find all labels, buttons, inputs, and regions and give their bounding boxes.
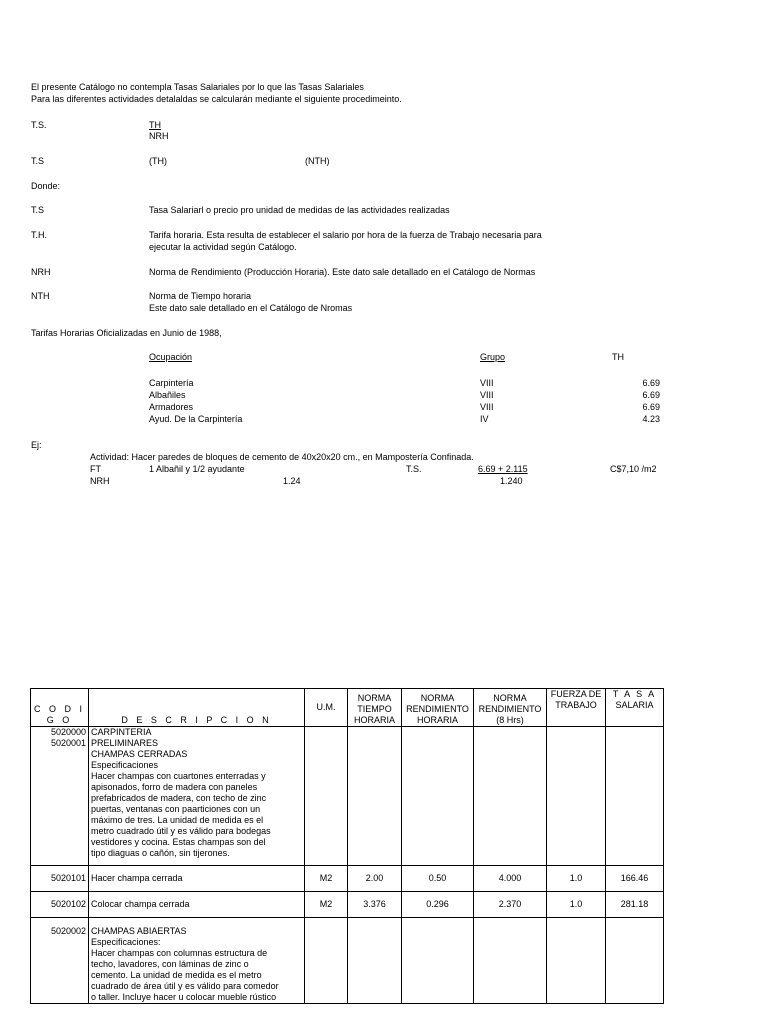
desc-spec-line: máximo de tres. La unidad de medida es el — [91, 815, 264, 825]
header-nr8-line: (8 Hrs) — [496, 715, 524, 725]
cell-nrh: 0.296 — [402, 892, 474, 918]
ejemplo-ft-label: FT — [90, 464, 101, 474]
catalog-table — [30, 688, 664, 1004]
def-text-th-1: Tarifa horaria. Esta resulta de establecer el salario por hora de la fuerza de Trabajo necesaria para — [149, 230, 542, 240]
block2-code: 5020002 — [31, 918, 89, 1004]
block2-description — [89, 918, 305, 1004]
desc-title: PRELIMINARES — [91, 738, 159, 748]
cell-um: M2 — [305, 866, 348, 892]
cell-ft: 1.0 — [547, 866, 606, 892]
code-cell: 5020001 — [50, 738, 86, 748]
desc-spec-line: cemento. La unidad de medida es el metro — [91, 970, 262, 980]
desc-spec-line: vestidores y cocina. Estas champas son del — [91, 837, 266, 847]
cell-um: M2 — [305, 892, 348, 918]
desc-subtitle: Especificaciones — [91, 760, 159, 770]
tarifa-ocupacion: Armadores — [149, 402, 194, 412]
ejemplo-ts-result: C$7,10 /m2 — [610, 464, 657, 474]
def-term-ts: T.S — [31, 205, 45, 215]
table-row-block-1 — [31, 727, 664, 866]
ejemplo-label: Ej: — [31, 440, 42, 450]
desc-title: CHAMPAS ABIAERTAS — [91, 926, 187, 936]
cell-ft: 1.0 — [547, 892, 606, 918]
header-codigo: C O D I G O — [31, 689, 89, 727]
header-fuerza-trabajo — [547, 689, 606, 727]
header-norma-rendimiento-horaria — [402, 689, 474, 727]
def-text-ts: Tasa Salariarl o precio pro unidad de medidas de las actividades realizadas — [149, 205, 450, 215]
ejemplo-ts-label: T.S. — [406, 464, 422, 474]
block1-description — [89, 727, 305, 866]
desc-spec-line: tipo diaguas o cañón, sin tijerones. — [91, 848, 230, 858]
table-row — [31, 866, 664, 892]
cell-codigo: 5020101 — [31, 866, 89, 892]
header-norma-rendimiento-8h — [474, 689, 547, 727]
def-text-nth-2: Este dato sale detallado en el Catálogo de Nromas — [149, 303, 353, 313]
header-tasa-salarial — [606, 689, 664, 727]
header-norma-tiempo-line: NORMA — [357, 693, 392, 703]
formula-1-denominator: NRH — [149, 131, 169, 141]
ejemplo-ft-value: 1 Albañil y 1/2 ayudante — [149, 464, 245, 474]
header-nr8-line: NORMA — [493, 693, 527, 703]
cell-descripcion: Hacer champa cerrada — [89, 866, 305, 892]
desc-title: CHAMPAS CERRADAS — [91, 749, 188, 759]
ejemplo-nrh-value: 1.24 — [283, 476, 301, 486]
tarifa-grupo: IV — [480, 414, 489, 424]
desc-spec-line: techo, lavadores, con láminas de zinc o — [91, 959, 249, 969]
formula-1-numerator: TH — [149, 120, 161, 130]
tarifa-th: 6.69 — [642, 378, 660, 388]
header-nrh-line: NORMA — [420, 693, 455, 703]
table-header-row — [31, 689, 664, 727]
def-term-nrh: NRH — [31, 267, 51, 277]
def-text-nth-1: Norma de Tiempo horaria — [149, 291, 252, 301]
tarifa-th: 6.69 — [642, 390, 660, 400]
header-ft-line: TRABAJO — [555, 700, 597, 710]
ejemplo-ts-numerator: 6.69 + 2.115 — [478, 464, 528, 474]
table-row — [31, 892, 664, 918]
desc-spec-line: Hacer champas con columnas estructura de — [91, 948, 268, 958]
formula-2-nth: (NTH) — [305, 156, 330, 166]
cell-nr8: 4.000 — [474, 866, 547, 892]
cell-nth: 3.376 — [348, 892, 402, 918]
block1-codes — [31, 727, 89, 866]
desc-spec-line: o taller. Incluye hacer u colocar mueble rústico — [91, 992, 277, 1002]
tarifa-th: 4.23 — [642, 414, 660, 424]
header-norma-tiempo-line: HORARIA — [353, 715, 395, 725]
header-ft-line: FUERZA DE — [550, 689, 602, 699]
tarifas-header-th: TH — [612, 352, 624, 362]
cell-ts: 281.18 — [606, 892, 664, 918]
header-ts-line: SALARIA — [615, 700, 654, 710]
tarifa-grupo: VIII — [480, 390, 494, 400]
def-text-th-2: ejecutar la actividad según Catálogo. — [149, 242, 297, 252]
def-text-nrh: Norma de Rendimiento (Producción Horaria). Este dato sale detallado en el Catálogo de Normas — [149, 267, 536, 277]
def-term-nth: NTH — [31, 291, 50, 301]
header-descripcion: D E S C R I P C I O N — [89, 689, 305, 727]
formula-1-label: T.S. — [31, 120, 47, 130]
intro-line-1: El presente Catálogo no contempla Tasas Salariales por lo que las Tasas Salariales — [31, 82, 364, 92]
tarifa-ocupacion: Ayud. De la Carpintería — [149, 414, 243, 424]
tarifas-header-ocupacion: Ocupación — [149, 352, 193, 362]
tarifas-title: Tarifas Horarias Oficializadas en Junio de 1988, — [31, 328, 222, 338]
tarifa-grupo: VIII — [480, 378, 494, 388]
def-term-th: T.H. — [31, 230, 48, 240]
header-nr8-line: RENDIMIENTO — [478, 704, 542, 714]
ejemplo-ts-denominator: 1.240 — [500, 476, 523, 486]
cell-ts: 166.46 — [606, 866, 664, 892]
desc-spec-line: cuadrado de área útil y es válido para comedor — [91, 981, 279, 991]
cell-nth: 2.00 — [348, 866, 402, 892]
ejemplo-actividad: Actividad: Hacer paredes de bloques de cemento de 40x20x20 cm., en Mampostería Confinada. — [90, 452, 474, 462]
cell-nr8: 2.370 — [474, 892, 547, 918]
tarifa-th: 6.69 — [642, 402, 660, 412]
header-um: U.M. — [305, 689, 348, 727]
formula-2-th: (TH) — [149, 156, 167, 166]
header-norma-tiempo — [348, 689, 402, 727]
desc-spec-line: metro cuadrado útil y es válido para bodegas — [91, 826, 271, 836]
header-ts-line: T A S A — [612, 689, 657, 699]
tarifa-ocupacion: Albañiles — [149, 390, 186, 400]
ejemplo-nrh-label: NRH — [90, 476, 110, 486]
tarifas-header-grupo: Grupo — [480, 352, 506, 362]
donde-label: Donde: — [31, 181, 61, 191]
formula-2-label: T.S — [31, 156, 45, 166]
tarifa-grupo: VIII — [480, 402, 494, 412]
cell-nrh: 0.50 — [402, 866, 474, 892]
intro-line-2: Para las diferentes actividades detalaldas se calcularán mediante el siguiente procedimeinto. — [31, 94, 402, 104]
header-norma-tiempo-line: TIEMPO — [357, 704, 392, 714]
header-nrh-line: HORARIA — [416, 715, 458, 725]
desc-spec-line: apisonados, forro de madera con paneles — [91, 782, 258, 792]
cell-codigo: 5020102 — [31, 892, 89, 918]
desc-spec-line: puertas, ventanas con paarticiones con un — [91, 804, 261, 814]
desc-spec-line: prefabricados de madera, con techo de zinc — [91, 793, 267, 803]
code-cell: 5020000 — [50, 727, 86, 737]
cell-descripcion: Colocar champa cerrada — [89, 892, 305, 918]
table-row-block-2 — [31, 918, 664, 1004]
desc-title: CARPINTERIA — [91, 727, 152, 737]
tarifa-ocupacion: Carpintería — [149, 378, 194, 388]
desc-spec-line: Hacer champas con cuartones enterradas y — [91, 771, 266, 781]
header-nrh-line: RENDIMIENTO — [406, 704, 469, 714]
desc-subtitle: Especificaciones: — [91, 937, 161, 947]
